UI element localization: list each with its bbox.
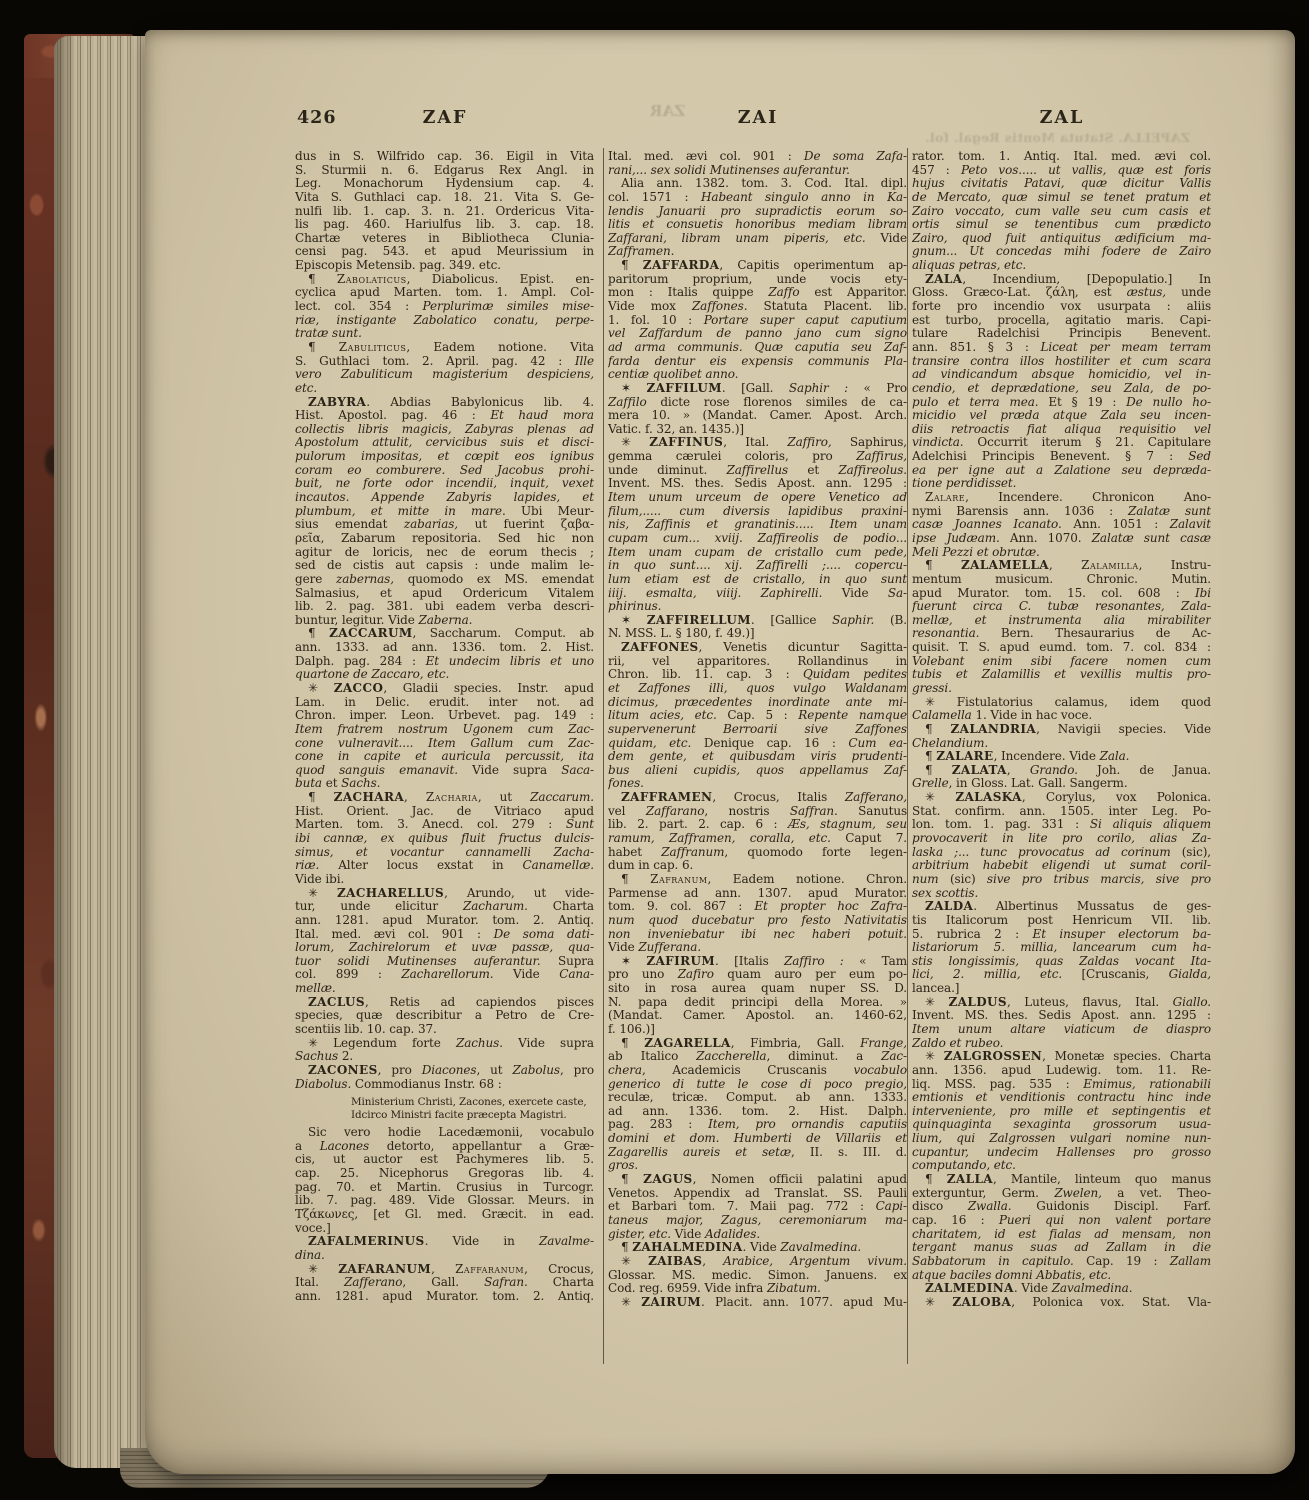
text-line: vero Zabuliticum magisterium despiciens, (295, 368, 594, 382)
text-line: lib. 2. part. 2. cap. 6 : Æs, stagnum, seu (608, 818, 907, 832)
text-line: Vide ibi. (295, 872, 345, 886)
text-line: Chron. imper. Leon. Urbevet. pag. 149 : (295, 709, 594, 723)
text-line: ZAFFONES, Venetis dicuntur Sagitta- (621, 641, 907, 655)
text-line: Item unum urceum de opere Venetico ad (608, 491, 907, 505)
text-line: ZAFALMERINUS. Vide in Zavalme- (308, 1235, 594, 1249)
text-line: gressi. (912, 681, 952, 695)
text-line: Gloss. Græco-Lat. ζάλη, est æstus, unde (912, 286, 1211, 300)
running-head-left: ZAF (422, 108, 468, 128)
text-line: Leg. Monachorum Hydensium cap. 4. (295, 177, 594, 191)
text-line: gister, etc. Vide Adalides. (608, 1227, 761, 1241)
text-line: gnum... Ut concedas mihi fodere de Zairo (912, 245, 1211, 259)
text-line: diis retroactis fiat aliqua requisitio vel (912, 422, 1211, 436)
text-line: Sabbatorum in capitulo. Cap. 19 : Zallam (912, 1254, 1211, 1268)
text-line: Zairo, quod fuit antiquitus ædificium ma- (912, 231, 1211, 245)
text-line: ¶ ZALARE, Incendere. Vide Zala. (925, 750, 1130, 764)
text-line: ✳ ZACCO, Gladii species. Instr. apud (308, 681, 594, 695)
text-line: atque baciles domni Abbatis, etc. (912, 1268, 1112, 1282)
page-header (145, 108, 1295, 138)
text-line: cis, ut auctor est Pachymeres lib. 5. (295, 1153, 594, 1167)
text-line: Dalph. pag. 284 : Et undecim libris et uno (295, 654, 594, 668)
text-line: num quod ducebatur pro festo Nativitatis (608, 913, 907, 927)
text-line: ZABYRA. Abdias Babylonicus lib. 4. (308, 395, 594, 409)
text-line: hujus civitatis Patavi, quæ dicitur Vallis (912, 177, 1211, 191)
text-line: ✳ ZAIBAS, Arabice, Argentum vivum. (621, 1254, 907, 1268)
text-line: Invent. MS. thes. Sedis Apost. ann. 1295 : (912, 1009, 1211, 1023)
text-line: cupantur, undecim Hallenses pro grosso (912, 1145, 1211, 1159)
text-line: N. papa dedit principi della Morea. » (608, 995, 907, 1009)
text-line: ZACLUS, Retis ad capiendos pisces (308, 995, 594, 1009)
text-line: Zafframen. (608, 245, 675, 259)
text-line: ZACONES, pro Diacones, ut Zabolus, pro (308, 1063, 594, 1077)
text-line: col. 899 : Zacharellorum. Vide Cana- (295, 968, 594, 982)
text-line: ann. 1333. ad ann. 1336. tom. 2. Hist. (295, 641, 594, 655)
text-line: tur, unde elicitur Zacharum. Charta (295, 900, 594, 914)
text-line: tione perdidisset. (912, 477, 1017, 491)
text-line: ipse Judæam. Ann. 1070. Zalatæ sunt casæ (912, 531, 1211, 545)
text-line: ZALA, Incendium, [Depopulatio.] In (925, 272, 1211, 286)
text-line: Cod. reg. 6959. Vide infra Zibatum. (608, 1282, 821, 1296)
text-line: arbitrium habebit eligendi ut sumat coril- (912, 859, 1211, 873)
text-line: nulfi lib. 1. cap. 3. n. 21. Ordericus Vita- (295, 204, 594, 218)
text-line: Ital. Zafferano, Gall. Safran. Charta (295, 1276, 594, 1290)
text-line: Salmasius, et apud Ordericum Vitalem (295, 586, 594, 600)
text-line: gere zabernas, quomodo ex MS. emendat (295, 572, 594, 586)
text-line: pag. 283 : Item, pro ornandis caputiis (608, 1118, 907, 1132)
text-line: lib. 7. pag. 489. Vide Glossar. Meurs. in (295, 1194, 594, 1208)
text-line: ad arma communis. Quæ caputia seu Zaf- (608, 340, 907, 354)
text-line: Item fratrem nostrum Ugonem cum Zac- (295, 722, 594, 736)
text-line: simus, et vocantur cannamelli Zacha- (295, 845, 594, 859)
text-line: dina. (295, 1248, 325, 1262)
text-line: centiæ quolibet anno. (608, 368, 739, 382)
text-line: Vita S. Guthlaci cap. 18. 21. Vita S. Ge- (295, 190, 594, 204)
text-line: Calamella 1. Vide in hac voce. (912, 709, 1093, 723)
text-line: ✶ ZAFFILUM. [Gall. Saphir : « Pro (621, 381, 907, 395)
text-line: coram eo comburere. Sed Jacobus prohi- (295, 463, 594, 477)
text-line: vel Zaffardum de panno jano cum signo (608, 327, 907, 341)
text-line: Zaldo et rubeo. (912, 1036, 1004, 1050)
bleedthrough-text: ZAR (650, 102, 686, 120)
text-line: pulorum impositas, et cœpit eos ignibus (295, 450, 594, 464)
text-line: ¶ ZAGUS, Nomen officii palatini apud (621, 1173, 907, 1187)
text-line: lium, qui Zalgrossen vulgari nomine nun- (912, 1132, 1211, 1146)
text-line: Volebant enim sibi facere nomen cum (912, 654, 1211, 668)
running-head-center: ZAI (737, 108, 779, 128)
text-line: ann. 1281. apud Murator. tom. 2. Antiq. (295, 913, 594, 927)
text-line: Zairo voccato, cum valle seu cum casis et (912, 204, 1211, 218)
text-line: rator. tom. 1. Antiq. Ital. med. ævi col. (912, 150, 1211, 163)
text-line: in quo sunt.... xij. Zaffirelli ;.... copercu- (608, 559, 907, 573)
text-line: ✳ ZAFARANUM, Zaffaranum, Crocus, (308, 1262, 594, 1276)
text-line: mentum musicum. Chronic. Mutin. (912, 572, 1211, 586)
text-line: ann. 851. § 3 : Liceat per meam terram (912, 340, 1211, 354)
text-line: unde diminut. Zaffirellus et Zaffireolus. (608, 463, 907, 477)
text-line: Grelle, in Gloss. Lat. Gall. Sangerm. (912, 777, 1128, 791)
text-line: sito in rosa aurea quam nuper SS. D. (608, 982, 907, 996)
text-line: et Barbari tom. 7. Maii pag. 772 : Capi- (608, 1200, 907, 1214)
text-line: ad vindicandum absque homicidio, vel in- (912, 368, 1211, 382)
text-line: Ministerium Christi, Zacones, exercete caste, (351, 1096, 587, 1109)
text-line: ✳ ZALASKA, Corylus, vox Polonica. (925, 791, 1211, 805)
text-line: ¶ ZAFFARDA, Capitis operimentum ap- (621, 259, 907, 273)
text-line: ✳ ZALGROSSEN, Monetæ species. Charta (925, 1050, 1211, 1064)
text-line: ✳ Fistulatorius calamus, idem quod (925, 695, 1211, 709)
text-line: exterguntur, Germ. Zwelen, a vet. Theo- (912, 1186, 1211, 1200)
text-line: ann. 1356. apud Ludewig. tom. 11. Re- (912, 1063, 1211, 1077)
text-line: quinquaginta sexaginta grossorum usua- (912, 1118, 1211, 1132)
text-line: Hist. Orient. Jac. de Vitriaco apud (295, 804, 594, 818)
text-line: Vide Zufferana. (608, 941, 702, 955)
text-line: habet Zaffranum, quomodo forte legen- (608, 845, 907, 859)
text-line: Lam. in Delic. erudit. inter not. ad (295, 695, 594, 709)
text-line: Idcirco Ministri facite præcepta Magistri. (351, 1108, 567, 1121)
text-line: ✶ ZAFIRUM. [Italis Zaffiro : « Tam (621, 954, 907, 968)
text-line: gemma cærulei coloris, pro Zaffirus, (608, 450, 907, 464)
text-line: ¶ Zabuliticus, Eadem notione. Vita (308, 340, 594, 354)
text-line: sius emendat zabarias, ut fuerint ζαβα- (295, 518, 594, 532)
text-line: Apostolum attulit, cervicibus suis et disci- (295, 436, 594, 450)
text-line: mellæ. (295, 982, 336, 996)
text-line: Episcopis Metensib. pag. 349. etc. (295, 259, 501, 273)
text-line: pag. 70. et Martin. Crusius in Turcogr. (295, 1180, 594, 1194)
text-line: cap. 16 : Pueri qui non valent portare (912, 1213, 1211, 1227)
text-line: collectis libris magicis, Zabyras plenas ad (295, 422, 594, 436)
text-line: buntur, legitur. Vide Zaberna. (295, 613, 473, 627)
text-line: ¶ ZAHALMEDINA. Vide Zavalmedina. (621, 1241, 862, 1255)
text-line: lici, 2. millia, etc. [Cruscanis, Gialda, (912, 968, 1211, 982)
text-line: listariorum 5. millia, lancearum cum ha- (912, 941, 1211, 955)
text-line: charitatem, id est fialas ad mensam, non (912, 1227, 1211, 1241)
text-line: mon : Italis quippe Zaffo est Apparitor. (608, 286, 907, 300)
text-line: Ital. med. ævi col. 901 : De soma Zafa- (608, 150, 907, 163)
text-line: Sic vero hodie Lacedæmonii, vocabulo (308, 1126, 594, 1140)
running-head-right: ZAL (1039, 108, 1085, 128)
text-line: Vatic. f. 32, an. 1435.)] (608, 422, 744, 436)
text-line: riæ, instigante Zabolatico conatu, perpe- (295, 313, 594, 327)
text-line: agitur de loricis, nec de eorum thecis ; (295, 545, 594, 559)
text-line: 1. fol. 10 : Portare super caput caputium (608, 313, 907, 327)
text-line: ✳ ZALOBA, Polonica vox. Stat. Vla- (925, 1295, 1211, 1309)
text-line: ZALDA. Albertinus Mussatus de ges- (925, 900, 1211, 914)
text-line: pulo et terra mea. Et § 19 : De nullo ho- (912, 395, 1211, 409)
text-line: litis et consuetis honoribus mediam libram (608, 218, 907, 232)
text-line: litum acies, etc. Cap. 5 : Repente namque (608, 709, 907, 723)
text-line: 457 : Peto vos..... ut vallis, quæ est foris (912, 163, 1211, 177)
text-line: Zaffarani, libram unam piperis, etc. Vide (608, 231, 907, 245)
text-line: rani,... sex solidi Mutinenses auferantur. (608, 163, 850, 177)
text-line: ✳ ZACHARELLUS, Arundo, ut vide- (308, 886, 594, 900)
text-line: emtionis et venditionis contractu hinc inde (912, 1091, 1211, 1105)
text-line: ρεῖα, Zabarum repositoria. Sed hic non (295, 531, 594, 545)
text-line: pro uno Zafiro quam auro per eum po- (608, 968, 907, 982)
text-line: ¶ ZACHARA, Zacharia, ut Zaccarum. (308, 791, 594, 805)
text-line: liq. MSS. pag. 535 : Emimus, rationabili (912, 1077, 1211, 1091)
text-line: non inveniebatur ibi nec haberi potuit. (608, 927, 907, 941)
text-line: plumbum, et mitte in mare. Ubi Meur- (295, 504, 594, 518)
text-line: Venetos. Appendix ad Translat. SS. Pauli (608, 1186, 907, 1200)
text-line: ✳ ZALDUS, Luteus, flavus, Ital. Giallo. (925, 995, 1211, 1009)
text-line: casæ Joannes Icanato. Ann. 1051 : Zalavit (912, 518, 1211, 532)
text-line: forte pro incendio vox usurpata : aliis (912, 300, 1211, 314)
text-line: mera 10. » (Mandat. Camer. Apost. Arch. (608, 409, 907, 423)
text-line: de Mercato, quæ simul se tenet pratum et (912, 190, 1211, 204)
text-line: ¶ ZALLA, Mantile, linteum quo manus (925, 1173, 1211, 1187)
text-line: ¶ ZALATA, Grando. Joh. de Janua. (925, 763, 1211, 777)
text-line: ramum, Zafframen, coralla, etc. Caput 7. (608, 832, 907, 846)
text-line: etc. (295, 381, 318, 395)
column-divider (603, 148, 604, 1364)
text-line: nymi Barensis ann. 1036 : Zalatæ sunt (912, 504, 1211, 518)
text-line: resonantia. Bern. Thesaurarius de Ac- (912, 627, 1211, 641)
text-line: lib. 2. pag. 381. ubi eadem verba descri- (295, 600, 594, 614)
text-line: ab Italico Zaccherella, diminut. a Zac- (608, 1050, 907, 1064)
text-line: riæ. Alter locus exstat in Canamellæ. (295, 859, 594, 873)
text-line: Stat. confirm. ann. 1505. inter Leg. Po- (912, 804, 1211, 818)
book-page (145, 30, 1295, 1474)
text-line: ✳ Legendum forte Zachus. Vide supra (308, 1036, 594, 1050)
text-line: est turbo, procella, agitatio maris. Capi- (912, 313, 1211, 327)
text-line: buit, ne forte odor incendii, inquit, vexet (295, 477, 594, 491)
text-line: Glossar. MS. medic. Simon. Januens. ex (608, 1268, 907, 1282)
text-line: Τζάκωνες, [et Gl. med. Græcit. in ead. (295, 1208, 594, 1222)
text-line: vel Zaffarano, nostris Saffran. Sanutus (608, 804, 907, 818)
text-line: ortis simul se tenentibus cum prædicto (912, 218, 1211, 232)
text-line: cyclica apud Marten. tom. 1. Ampl. Col- (295, 286, 594, 300)
text-line: Vide mox Zaffones. Statuta Placent. lib. (608, 300, 907, 314)
text-line: lon. tom. 1. pag. 331 : Si aliquis aliquem (912, 818, 1211, 832)
text-line: ¶ Zafranum, Eadem notione. Chron. (621, 872, 907, 886)
text-line: ✳ ZAIRUM. Placit. ann. 1077. apud Mu- (621, 1295, 907, 1309)
text-line: ZALMEDINA. Vide Zavalmedina. (925, 1282, 1133, 1296)
text-line: Zalare, Incendere. Chronicon Ano- (925, 491, 1211, 505)
text-line: nis, Zaffinis et granatinis..... Item unam (608, 518, 907, 532)
text-line: Chartæ veteres in Bibliotheca Clunia- (295, 231, 594, 245)
text-line: Item unam cupam de cristallo cum pede, (608, 545, 907, 559)
text-line: iiij. esmalta, viiij. Zaphirelli. Vide Sa- (608, 586, 907, 600)
text-line: computando, etc. (912, 1159, 1016, 1173)
text-column-3 (912, 150, 1211, 1309)
text-line: Item unum altare viaticum de diaspro (912, 1023, 1211, 1036)
text-line: f. 106.)] (608, 1023, 655, 1036)
text-line: dicimus, præcedentes inordinate ante mi- (608, 695, 907, 709)
text-line: 5. rubrica 2 : Et insuper electorum ba- (912, 927, 1211, 941)
text-line: censi pag. 543. et apud Meurissium in (295, 245, 594, 259)
text-line: Chron. lib. 11. cap. 3 : Quidam pedites (608, 668, 907, 682)
text-line: Invent. MS. thes. Sedis Apost. ann. 1295 : (608, 477, 907, 491)
text-line: cendio, et deprædatione, seu Zala, de po- (912, 381, 1211, 395)
text-line: ✳ ZAFFINUS, Ital. Zaffiro, Saphirus, (621, 436, 907, 450)
text-line: tulare Radelchisi Principis Benevent. (912, 327, 1211, 341)
text-line: Ital. med. ævi col. 901 : De soma dati- (295, 927, 594, 941)
text-line: ¶ ZACCARUM, Saccharum. Comput. ab (308, 627, 594, 641)
text-line: rii, vel apparitores. Rollandinus in (608, 654, 907, 668)
text-line: taneus major, Zagus, ceremoniarum ma- (608, 1213, 907, 1227)
text-line: transire contra illos hostiliter et cum scara (912, 354, 1211, 368)
text-line: lis pag. 460. Hariulfus lib. 3. cap. 18. (295, 218, 594, 232)
text-line: vindicta. Occurrit iterum § 21. Capitulare (912, 436, 1211, 450)
text-line: cupam cum... xviij. Zaffireolis de podio... (608, 531, 907, 545)
text-line: quisit. T. S. apud eumd. tom. 7. col. 834 : (912, 641, 1211, 655)
text-line: ¶ ZALAMELLA, Zalamilla, Instru- (925, 559, 1211, 573)
text-line: tratæ sunt. (295, 327, 362, 341)
text-line: cap. 25. Nicephorus Gregoras lib. 4. (295, 1167, 594, 1181)
text-line: N. MSS. L. § 180, f. 49.)] (608, 627, 755, 641)
text-line: dem gente, et quibusdam viris prudenti- (608, 750, 907, 764)
text-line: micidio vel præda atque Zala seu incen- (912, 409, 1211, 423)
text-line: col. 1571 : Habeant singulo anno in Ka- (608, 190, 907, 204)
text-line: reculæ, tricæ. Comput. ab ann. 1333. (608, 1091, 907, 1105)
text-line: ann. 1281. apud Murator. tom. 2. Antiq. (295, 1289, 594, 1303)
text-line: S. Sturmii n. 6. Edgarus Rex Angl. in (295, 163, 594, 177)
text-line: lendis Januarii pro supradictis eorum so- (608, 204, 907, 218)
text-line: quartone de Zaccaro, etc. (295, 668, 450, 682)
text-column-2 (608, 150, 907, 1309)
text-line: lum etiam est de cristallo, in quo sunt (608, 572, 907, 586)
text-line: Zagarellis aureis et setæ, II. s. III. d. (608, 1145, 907, 1159)
text-line: ✶ ZAFFIRELLUM. [Gallice Saphir. (B. (621, 613, 907, 627)
text-line: et Zaffones illi, quos vulgo Waldanam (608, 681, 907, 695)
text-line: dum in cap. 6. (608, 859, 694, 873)
text-line: lect. col. 354 : Perplurimæ similes mise- (295, 300, 594, 314)
text-line: filum,..... cum diversis lapidibus praxini- (608, 504, 907, 518)
text-line: Diabolus. Commodianus Instr. 68 : (295, 1077, 502, 1091)
text-line: Sachus 2. (295, 1050, 354, 1064)
text-line: Adelchisi Principis Benevent. § 7 : Sed (912, 450, 1211, 464)
text-line: tergant manus suas ad Zallam in die (912, 1241, 1211, 1255)
text-line: Alia ann. 1382. tom. 3. Cod. Ital. dipl. (621, 177, 907, 191)
text-line: paritorum proprium, unde vocis ety- (608, 272, 907, 286)
text-line: interveniente, pro mille et septingentis et (912, 1104, 1211, 1118)
text-line: ea per igne aut a Zalatione seu depræda- (912, 463, 1211, 477)
column-divider (907, 148, 908, 1364)
text-line: dus in S. Wilfrido cap. 36. Eigil in Vita (295, 150, 594, 163)
text-line: laska ;... tunc provocatus ad corinum (sic), (912, 845, 1211, 859)
page-number: 426 (297, 108, 337, 128)
text-line: Marten. tom. 3. Anecd. col. 279 : Sunt (295, 818, 594, 832)
text-line: mellæ, et instrumenta alia mirabiliter (912, 613, 1211, 627)
text-line: tom. 9. col. 867 : Et propter hoc Zafra- (608, 900, 907, 914)
text-line: ¶ Zabolaticus, Diabolicus. Epist. en- (308, 272, 594, 286)
text-line: ZAFFRAMEN, Crocus, Italis Zafferano, (621, 791, 907, 805)
text-line: generico di tutte le cose di poco pregio, (608, 1077, 907, 1091)
text-line: cone vulneravit.... Item Gallum cum Zac- (295, 736, 594, 750)
text-line: S. Guthlaci tom. 2. April. pag. 42 : Ille (295, 354, 594, 368)
bleedthrough-text: ZAPELLA. Statuta Montis Regal. fol. (925, 130, 1190, 145)
text-line: stis longissimis, quas Zaldas vocant Ita- (912, 954, 1211, 968)
text-line: sex scottis. (912, 886, 979, 900)
text-line: ¶ ZALANDRIA, Navigii species. Vide (925, 722, 1211, 736)
text-line: Zaffilo dicte rose florenos similes de ca- (608, 395, 907, 409)
text-line: species, quæ describitur a Petro de Cre- (295, 1009, 594, 1023)
text-column-1 (295, 150, 594, 1304)
text-line: num (sic) sive pro tribus marcis, sive pro (912, 872, 1211, 886)
text-line: ad ann. 1336. tom. 2. Hist. Dalph. (608, 1104, 907, 1118)
text-line: Hist. Apostol. pag. 46 : Et haud mora (295, 409, 594, 423)
text-line: fones. (608, 777, 644, 791)
text-line: ibi cannæ, ex quibus fluit fructus dulcis- (295, 832, 594, 846)
text-line: cone in capite et auricula percussit, ita (295, 750, 594, 764)
text-line: phirinus. (608, 600, 662, 614)
page-stack-fore-edge (54, 36, 158, 1468)
text-line: domini et dom. Humberti de Villariis et (608, 1132, 907, 1146)
text-line: gros. (608, 1159, 639, 1173)
text-line: provocaverit in lite pro corilo, alias Za- (912, 832, 1211, 846)
text-line: disco Zwalla. Guidonis Discipl. Farf. (912, 1200, 1211, 1214)
text-line: sed de cistis aut capsis : unde malim le- (295, 559, 594, 573)
text-line: quidam, etc. Denique cap. 16 : Cum ea- (608, 736, 907, 750)
text-line: farda dentur eis expensis communis Pla- (608, 354, 907, 368)
text-line: a Lacones detorto, appellantur a Græ- (295, 1139, 594, 1153)
text-line: Meli Pezzi et obrutæ. (912, 545, 1040, 559)
text-line: voce.] (295, 1221, 331, 1235)
text-line: ¶ ZAGARELLA, Fimbria, Gall. Frange, (621, 1036, 907, 1050)
text-line: scentiis lib. 10. cap. 37. (295, 1023, 437, 1036)
text-line: supervenerunt Berroarii sive Zaffones (608, 722, 907, 736)
text-line: bus alieni cupidis, quos appellamus Zaf- (608, 763, 907, 777)
text-line: fuerunt circa C. tubæ resonantes, Zala- (912, 600, 1211, 614)
text-line: apud Murator. tom. 15. col. 608 : Ibi (912, 586, 1211, 600)
text-line: lorum, Zachirelorum et uvæ passæ, qua- (295, 941, 594, 955)
text-line: lancea.] (912, 982, 960, 996)
text-line: Chelandium. (912, 736, 989, 750)
text-line: incautos. Appende Zabyris lapides, et (295, 491, 594, 505)
text-line: quod sanguis emanavit. Vide supra Saca- (295, 763, 594, 777)
text-line: Parmense ad ann. 1307. apud Murator. (608, 886, 907, 900)
text-line: tis Italicorum post Henricum VII. lib. (912, 913, 1211, 927)
text-line: (Mandat. Camer. Apostol. an. 1460-62, (608, 1009, 907, 1023)
text-line: chera, Academicis Cruscanis vocabulo (608, 1063, 907, 1077)
text-line: tubis et Zalamillis et vexillis multis pro- (912, 668, 1211, 682)
text-line: buta et Sachs. (295, 777, 381, 791)
text-line: aliquas petras, etc. (912, 259, 1027, 273)
text-line: tuor solidi Mutinenses auferantur. Supra (295, 954, 594, 968)
